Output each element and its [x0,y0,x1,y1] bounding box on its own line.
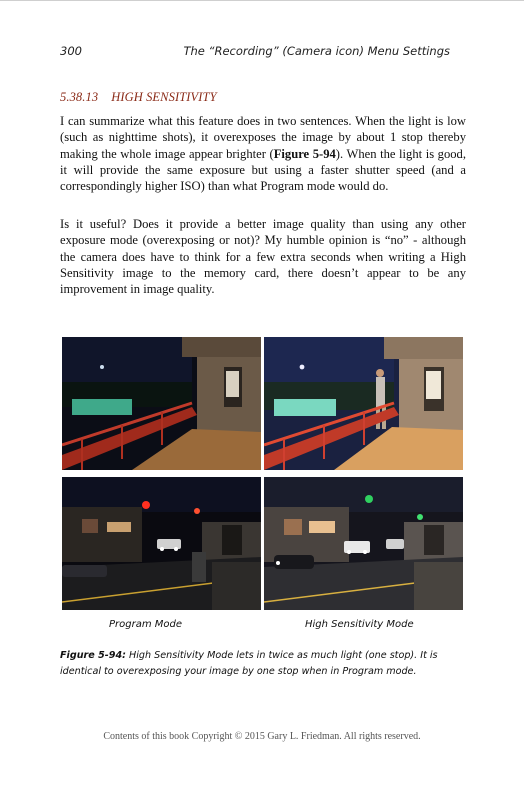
paragraph-1-text-b: ). When the light is good, it will provide the same exposure but using a faster shutter speed (and a correspondingly higher ISO) than what Program mode would do. [60,146,466,194]
section-heading [60,90,217,105]
running-title: The “Recording” (Camera icon) Menu Settings [183,44,450,58]
label-program-mode: Program Mode [109,619,183,630]
figure-caption-text: High Sensitivity Mode lets in twice as much light (one stop). It is identical to overexposing your image by one stop when in Program mode. [60,650,438,677]
photo-porch-high-sensitivity [264,337,463,470]
paragraph-2: Is it useful? Does it provide a better image quality than using any other exposure mode (overexposing or not)? My humble opinion is “no” - although the camera does have to think for a few extra seconds when writing a High Sensitivity image to the memory card, there doesn’t appear to be any improvement in image quality. [60,217,466,297]
paragraph-1-text-a: I can summarize what this feature does in two sentences. When the light is low (such as nighttime shots), it overexposes the image by about 1 stop thereby making the whole image appear brighter ( [60,114,466,161]
figure-caption [60,648,468,679]
running-header [60,44,450,62]
page-number: 300 [60,44,82,58]
photo-street-program-mode [62,477,261,610]
copyright-footer: Contents of this book Copyright © 2015 Gary L. Friedman. All rights reserved. [103,731,421,742]
figure-caption-ref: Figure 5-94: [60,650,126,661]
photo-porch-program-mode [62,337,261,470]
paragraph-1 [60,113,466,194]
section-title: HIGH SENSITIVITY [111,90,217,104]
figure-reference: Figure 5-94 [273,146,336,161]
page-top-rule [0,0,524,1]
label-high-sensitivity-mode: High Sensitivity Mode [305,619,414,630]
section-number: 5.38.13 [60,90,99,104]
photo-street-high-sensitivity [264,477,463,610]
